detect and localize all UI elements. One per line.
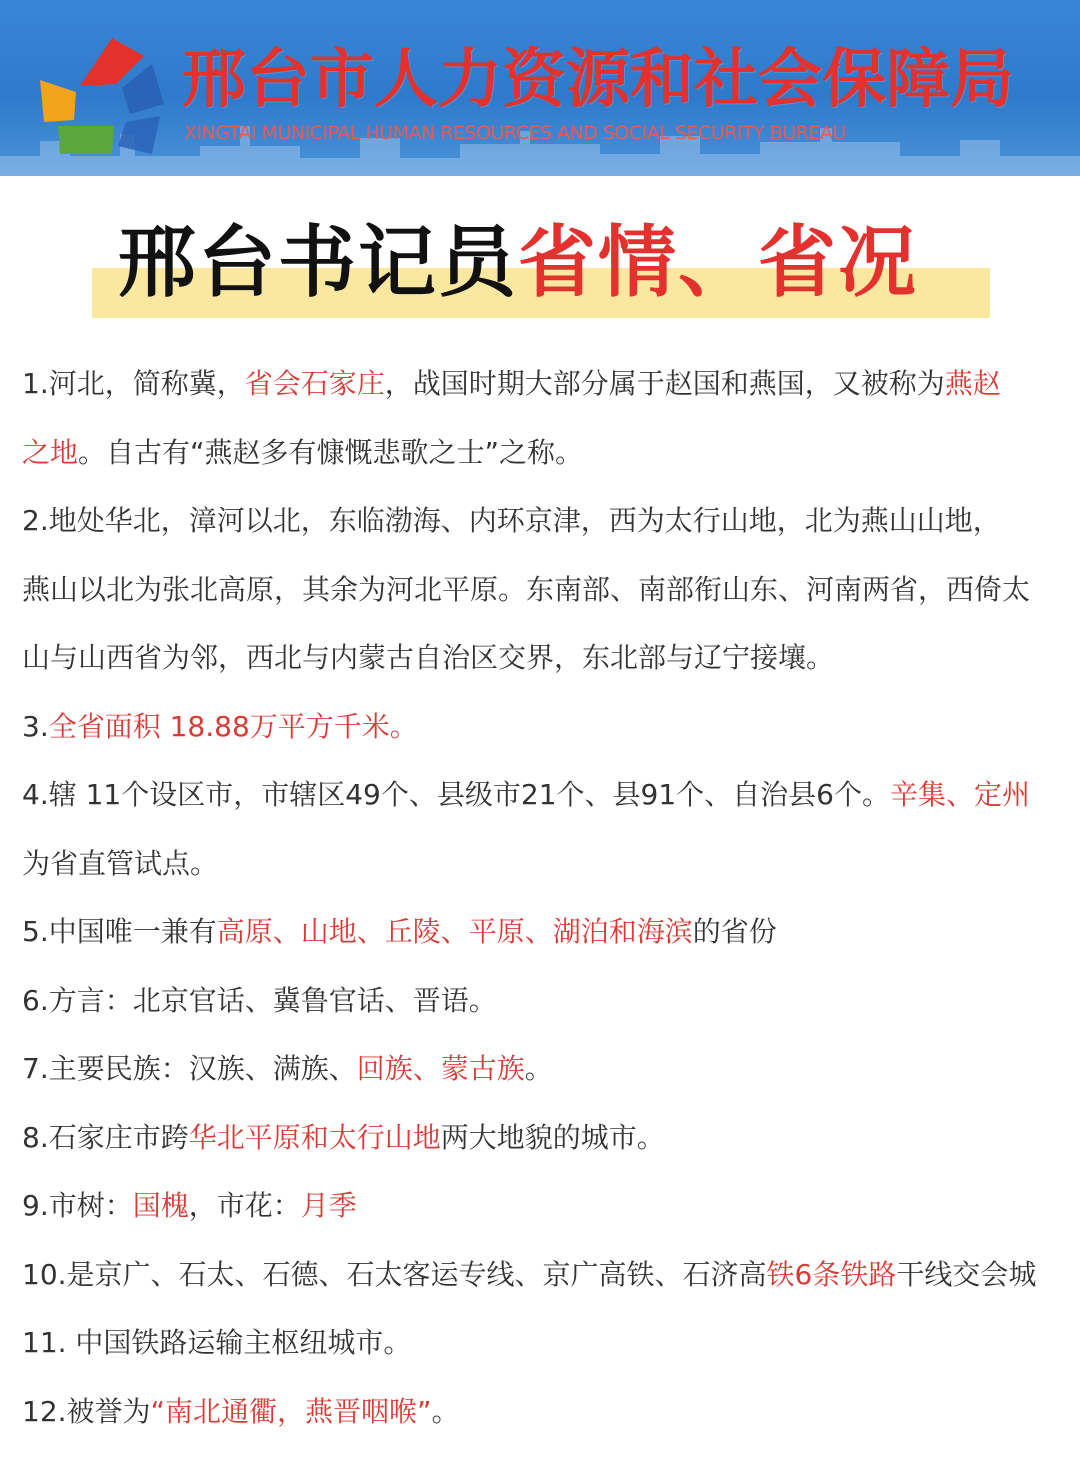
fact-line [22, 1104, 1080, 1173]
body-text: 11. 中国铁路运输主枢纽城市。 [22, 1326, 412, 1359]
highlighted-text: 燕赵 [944, 367, 1001, 400]
highlighted-text: 回族、蒙古族 [356, 1052, 525, 1085]
highlighted-text: 之地 [22, 435, 79, 469]
org-name-chinese: 邢台市人力资源和社会保障局 [182, 43, 1014, 117]
body-text: 10.是京广、石太、石德、石太客运专线、京广高铁、石济高 [22, 1257, 767, 1291]
body-text: 7.主要民族：汉族、满族、 [22, 1052, 357, 1085]
highlighted-text: 全省面积 18.88万平方千米。 [48, 709, 418, 743]
fact-line [22, 556, 1080, 625]
body-text: 3. [22, 709, 49, 743]
body-text: 。 [431, 1394, 460, 1428]
highlighted-text: 华北平原和太行山地 [188, 1120, 441, 1154]
body-text: 9.市树： [22, 1189, 133, 1222]
title-part-red: 省情、省况 [518, 218, 919, 308]
org-name-english: XINGTAI MUNICIPAL HUMAN RESOURCES AND SOCIAL SECURITY BUREAU [184, 122, 846, 144]
fact-line [22, 1035, 1080, 1104]
fact-line [22, 693, 1080, 762]
highlighted-text: 月季 [300, 1189, 357, 1222]
fact-line [22, 830, 1080, 899]
fact-line [22, 487, 1080, 556]
body-text: 。 [524, 1052, 553, 1085]
body-text: 为省直管试点。 [22, 846, 219, 880]
page-title [92, 218, 990, 318]
body-text: 燕山以北为张北高原，其余为河北平原。东南部、南部衔山东、河南两省，西倚太 [22, 572, 1031, 606]
fact-line [22, 1241, 1080, 1310]
body-text: 5.中国唯一兼有 [22, 915, 217, 948]
header-banner [0, 0, 1080, 176]
body-text: 两大地貌的城市。 [440, 1120, 665, 1154]
highlighted-text: “南北通衢，燕晋咽喉” [150, 1394, 432, 1428]
highlighted-text: 高原、山地、丘陵、平原、湖泊和海滨 [216, 915, 693, 948]
fact-line [22, 898, 1080, 967]
body-text: 4.辖 11个设区市，市辖区49个、县级市21个、县91个、自治县6个。 [22, 778, 890, 811]
fact-line [22, 624, 1080, 693]
fact-line [22, 967, 1080, 1036]
body-text: 的省份 [692, 915, 777, 948]
highlighted-text: 国槐 [132, 1189, 189, 1222]
body-text: ，战国时期大部分属于赵国和燕国，又被称为 [384, 367, 945, 400]
body-text: 6.方言：北京官话、冀鲁官话、晋语。 [22, 983, 497, 1017]
highlighted-text: 省会石家庄 [244, 367, 385, 400]
fact-line [22, 1172, 1080, 1241]
highlighted-text: 铁6条铁路 [766, 1257, 897, 1291]
body-text: ，市花： [188, 1189, 301, 1222]
bureau-logo-icon [40, 34, 164, 158]
fact-line [22, 1378, 1080, 1447]
fact-line [22, 761, 1080, 830]
body-text: 山与山西省为邻，西北与内蒙古自治区交界，东北部与辽宁接壤。 [22, 641, 835, 674]
body-text: 。自古有“燕赵多有慷慨悲歌之士”之称。 [78, 435, 584, 469]
body-text: 干线交会城 [896, 1257, 1037, 1291]
highlighted-text: 辛集、定州 [889, 778, 1030, 811]
fact-list [22, 350, 1080, 1446]
fact-line [22, 1309, 1080, 1378]
body-text: 12.被誉为 [22, 1394, 151, 1428]
body-text: 1.河北，简称冀， [22, 367, 245, 400]
body-text: 8.石家庄市跨 [22, 1120, 189, 1154]
body-text: 2.地处华北，漳河以北，东临渤海、内环京津，西为太行山地，北为燕山山地， [22, 504, 1001, 537]
fact-line [22, 350, 1080, 419]
title-part-black: 邢台书记员 [118, 218, 519, 308]
fact-line [22, 419, 1080, 488]
title-text [118, 218, 919, 308]
